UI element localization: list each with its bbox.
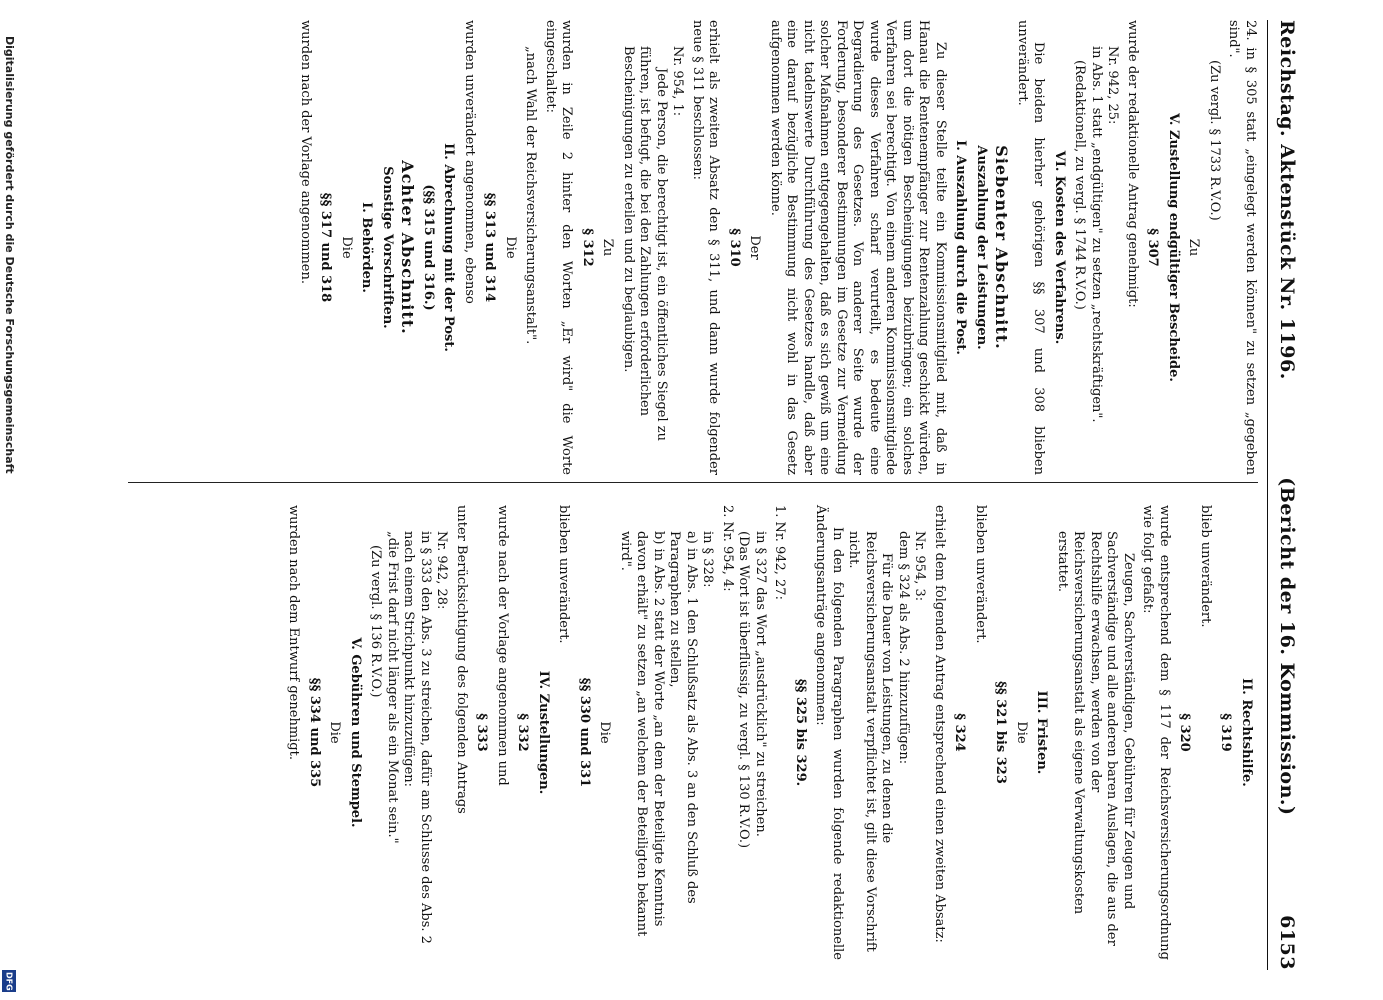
- text-line: Zu dieser Stelle teilte ein Kommissionsmitglied mit, daß in Hanau die Rentenempfänger zur Rentenzahlung geschickt würden, um dort die nötigen Bescheinigungen beizubringen; ein solches Verfahren sei berechtigt. Von einem anderen Kommissionsmitgliede wurde dieses Verfahren scharf verurteilt, es bedeute eine Degradierung des Gesetzes. Von anderer Seite wurde der Forderung, besonderer Bestimmungen im Gesetze zur Vermeidung solcher Maßnahmen entgegengehalten, daß es sich gewiß um eine nicht tadelnswerte Durchführung des Gesetzes handle, daß aber eine darauf bezügliche Bestimmung nicht wohl in das Gesetz aufgenommen werden könne.: [768, 20, 948, 475]
- text-line: IV. Zustellungen.: [536, 670, 551, 795]
- text-line: wurden in Zeile 2 hinter den Worten „Er wird" die Worte eingeschaltet:: [543, 20, 575, 475]
- text-line: § 307: [1145, 228, 1161, 267]
- text-line: in § 328:: [700, 531, 716, 588]
- text-line: (Zu vergl. § 136 R.V.O.): [368, 545, 384, 698]
- text-line: 24. in § 305 statt „eingelegt werden können" zu setzen „gegeben sind".: [1226, 20, 1258, 475]
- text-line: Zu: [600, 238, 616, 257]
- header-title: Reichstag. Aktenstück Nr. 1196.: [1276, 20, 1298, 380]
- header-subtitle: (Bericht der 16. Kommission.): [1276, 477, 1298, 816]
- text-line: wurde nach der Vorlage angenommen und: [495, 505, 510, 786]
- text-line: §§ 325 bis 329.: [793, 678, 808, 787]
- text-line: in Abs. 1 statt „endgültigen" zu setzen „rechtskräftigen".: [1089, 46, 1104, 423]
- text-line: Der: [747, 235, 763, 260]
- text-line: §§ 330 und 331: [577, 677, 592, 788]
- text-line: V. Gebühren und Stempel.: [348, 637, 363, 828]
- text-line: Nr. 942, 25:: [1105, 46, 1121, 125]
- rotated-document-page: [70, 0, 1310, 1000]
- text-line: In den folgenden Paragraphen wurden folgende redaktionelle Änderungsanträge angenommen:: [813, 505, 845, 960]
- text-line: II. Rechtshilfe.: [1239, 678, 1254, 787]
- text-line: II. Abrechnung mit der Post.: [441, 143, 457, 352]
- text-line: Die: [503, 236, 518, 259]
- text-line: erhielt als zweiten Absatz den § 311, und dann wurde folgender neue § 311 beschlossen:: [690, 20, 722, 475]
- text-line: §§ 334 und 335: [307, 677, 322, 788]
- digitization-note: Digitalisierung gefördert durch die Deutsche Forschungsgemeinschaft: [3, 36, 16, 474]
- text-line: Zu: [1186, 238, 1202, 257]
- header-right: [1276, 477, 1298, 970]
- text-line: (Das Wort ist überflüssig, zu vergl. § 130 R.V.O.): [736, 531, 752, 849]
- text-line: wurden nach der Vorlage angenommen.: [298, 20, 313, 284]
- text-line: Jede Person, die berechtigt ist, ein öffentliches Siegel zu führen, ist befugt, die bei den Zahlungen erforderlichen Bescheinigungen zu erteilen und zu beglaubigen.: [621, 46, 669, 441]
- text-line: § 320: [1177, 713, 1193, 752]
- text-line: § 324: [952, 713, 968, 752]
- text-line: 1. Nr. 942, 27:: [772, 505, 788, 600]
- text-line: wurden unverändert angenommen, ebenso: [462, 20, 477, 304]
- text-line: a) in Abs. 1 den Schlußsatz als Abs. 3 an den Schluß des Paragraphen zu stellen,: [667, 531, 699, 904]
- text-line: dem § 324 als Abs. 2 hinzuzufügen:: [896, 531, 911, 765]
- text-line: in § 333 den Abs. 3 zu streichen, dafür am Schlusse des Abs. 2 nach einem Strichpunkt hinzuzufügen:: [401, 531, 433, 944]
- text-line: Die: [327, 721, 343, 744]
- text-line: Die: [1014, 721, 1029, 744]
- text-line: §§ 321 bis 323: [993, 681, 1009, 784]
- text-line: § 312: [580, 228, 595, 267]
- text-line: „nach Wahl der Reichsversicherungsanstalt".: [523, 46, 539, 345]
- text-line: § 333: [474, 713, 490, 752]
- text-line: Die: [597, 721, 613, 744]
- text-line: in § 327 das Wort „ausdrücklich" zu streichen.: [753, 531, 768, 837]
- text-line: blieben unverändert.: [556, 505, 572, 644]
- text-line: b) in Abs. 2 statt der Worte „an dem der Beteiligte Kenntnis davon erhält" zu setzen „an welchem der Beteiligten bekannt wird".: [618, 531, 666, 937]
- text-line: Die beiden hierher gehörigen §§ 307 und 308 blieben unverändert.: [1015, 20, 1047, 475]
- dfg-logo: DFG: [2, 970, 16, 992]
- text-line: Nr. 942, 28:: [434, 531, 450, 610]
- text-line: „die Frist darf nicht länger als ein Monat sein.": [385, 531, 400, 844]
- text-line: wurden nach dem Entwurf genehmigt.: [286, 505, 302, 760]
- text-line: Zeugen, Sachverständigen, Gebühren für Zeugen und Sachverständige und alle anderen baren Auslagen, die aus der Rechtshilfe erwachsen, werden von der Reichsversicherungsanstalt als eigene Verwaltungskosten erstattet.: [1055, 531, 1136, 946]
- text-line: III. Fristen.: [1034, 690, 1050, 775]
- text-line: (Redaktionell, zu vergl. § 1744 R.V.O.): [1072, 60, 1088, 310]
- text-line: § 319: [1218, 713, 1234, 752]
- text-line: V. Zustellung endgültiger Bescheide.: [1166, 113, 1181, 382]
- right-column: [282, 505, 1258, 960]
- text-line: Für die Dauer von Leistungen, zu denen die Reichsversicherungsanstalt verpflichtet ist, gilt diese Vorschrift nicht.: [846, 531, 895, 952]
- text-line: Achter Abschnitt.: [398, 160, 418, 335]
- text-line: §§ 317 und 318: [318, 192, 334, 303]
- text-line: Auszahlung der Leistungen.: [974, 145, 989, 350]
- text-line: Die: [339, 236, 354, 259]
- text-line: (Zu vergl. § 1733 R.V.O.): [1207, 60, 1222, 221]
- text-line: § 310: [727, 228, 742, 267]
- text-line: Sonstige Vorschriften.: [380, 166, 395, 329]
- text-line: 2. Nr. 954, 4:: [720, 505, 735, 592]
- text-line: Nr. 954, 1:: [670, 46, 686, 117]
- text-line: unter Berücksichtigung des folgenden Antrags: [454, 505, 469, 814]
- text-line: Siebenter Abschnitt.: [992, 145, 1012, 350]
- column-divider: [128, 482, 1258, 483]
- text-line: wurde entsprechend dem § 117 der Reichsversicherungsordnung wie folgt gefaßt:: [1140, 505, 1172, 960]
- text-line: VI. Kosten des Verfahrens.: [1052, 150, 1067, 345]
- text-line: wurde der redaktionelle Antrag genehmigt:: [1125, 20, 1140, 308]
- text-line: I. Auszahlung durch die Post.: [953, 140, 969, 355]
- text-line: blieben unverändert.: [973, 505, 988, 644]
- page-header: [1267, 20, 1302, 970]
- text-line: Nr. 954, 3:: [912, 531, 928, 602]
- left-column: [294, 20, 1259, 475]
- text-line: § 332: [515, 713, 531, 752]
- text-line: erhielt dem folgenden Antrag entsprechend einen zweiten Absatz:: [932, 505, 947, 943]
- text-line: I. Behörden.: [359, 202, 375, 293]
- text-line: blieb unverändert.: [1198, 505, 1213, 628]
- text-line: §§ 313 und 314: [482, 192, 498, 303]
- text-line: (§§ 315 und 316.): [421, 184, 436, 311]
- page-number: 6153: [1276, 915, 1298, 970]
